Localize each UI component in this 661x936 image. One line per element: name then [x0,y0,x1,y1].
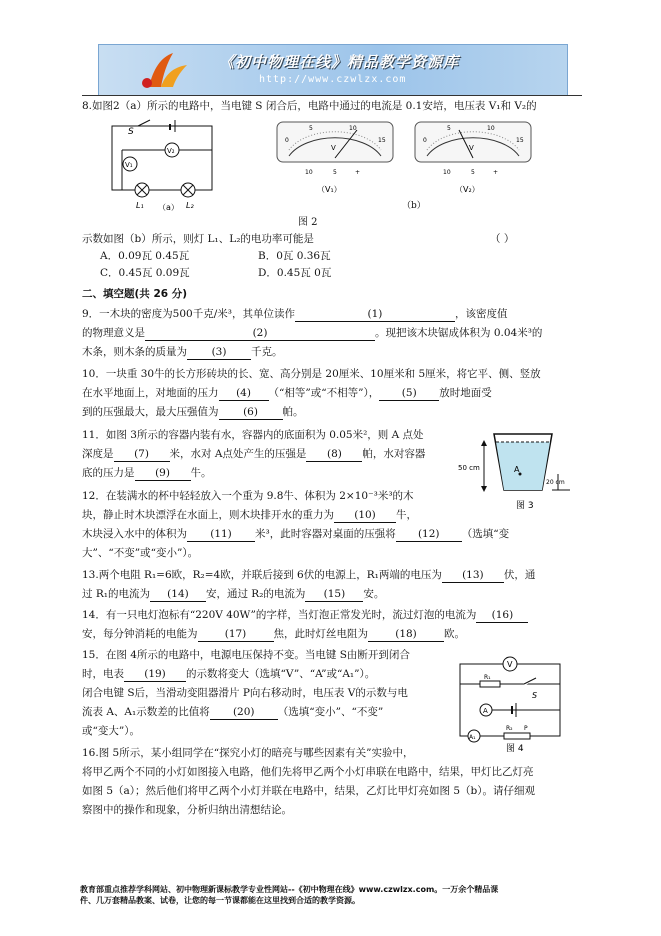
svg-text:10: 10 [487,125,495,132]
svg-text:10: 10 [443,169,451,176]
blank-8: (8) [306,447,362,462]
q8-option-a: A．0.09瓦 0.45瓦 [100,250,190,262]
header-rule [82,95,582,96]
switch-s-label: S [532,691,538,700]
q16-line3: 如图 5（a）；然后他们将甲乙两个小灯并联在电路中，结果，乙灯比甲灯亮如图 5（b）。请仔细观 [82,785,536,797]
q14-line2: 安，每分钟消耗的电能为 (17) 焦，此时灯丝电阻为 (18) 欧。 [82,628,465,640]
meter-v2-label: （V₂） [455,185,480,194]
voltmeter-label: V [507,660,513,669]
q15-line2: 时，电表 (19) 的示数将变大（选填“V”、“A”或“A₁”）。 [82,668,376,680]
svg-text:+: + [493,169,499,176]
blank-17: (17) [198,627,274,642]
site-logo-icon [139,49,199,91]
svg-text:+: + [355,169,361,176]
q12-line4: 大”、“不变”或“变小”）。 [82,547,199,559]
q9-line3: 木条，则木条的质量为 (3) 千克。 [82,346,283,358]
q8-option-d: D．0.45瓦 0瓦 [258,267,332,279]
svg-text:V: V [469,144,474,152]
blank-19: (19) [124,667,186,682]
blank-4: (4) [219,386,269,401]
blank-6: (6) [219,405,283,420]
svg-text:5: 5 [333,169,337,176]
blank-9: (9) [135,466,191,481]
q15-line4: 流表 A、A₁示数差的比值将 (20) （选填“变小”、“不变” [82,706,384,718]
blank-20: (20) [210,705,278,720]
v1-label: V₁ [125,161,133,169]
meter-v1 [275,120,395,198]
q14-line1: 14．有一只电灯泡标有“220V 40W”的字样，当灯泡正常发光时，流过灯泡的电流为 (16) [82,608,528,623]
blank-11: (11) [187,527,255,542]
q8-text-line1: 8.如图2（a）所示的电路中，当电键 S 闭合后，电路中通过的电流是 0.1安培，电压表 V₁和 V₂的 [82,100,537,112]
q12-line3: 木块浸入水中的体积为 (11) 米³，此时容器对桌面的压强将 (12) （选填“变 [82,528,510,540]
meter-v1-label: （V₁） [317,185,342,194]
fig-2a-label: （a） [158,203,179,212]
ammeter-label: A [483,707,488,715]
q12-line2: 块，静止时木块漂浮在水面上，则木块排开水的重力为 (10) 牛， [82,509,417,521]
svg-text:V: V [331,144,336,152]
r2-label: R₂ [506,725,513,732]
q8-text-line2: 示数如图（b）所示，则灯 L₁、L₂的电功率可能是 [82,233,314,245]
l1-label: L₁ [136,201,144,210]
blank-2: (2) [145,326,375,341]
figure-4-circuit [452,654,572,754]
q8-answer-paren: （ ） [490,233,515,245]
q12-line1: 12．在装满水的杯中轻轻放入一个重为 9.8牛、体积为 2×10⁻³米³的木 [82,490,414,502]
q11-line3: 底的压力是 (9) 牛。 [82,467,212,479]
q10-line3: 到的压强最大，最大压强值为 (6) 帕。 [82,406,304,418]
section-2-title: 二、填空题(共 26 分) [82,288,188,300]
q10-line2: 在水平地面上，对地面的压力 (4) （“相等”或“不相等”）， (5) 放时地面受 [82,387,492,399]
svg-text:15: 15 [378,137,386,144]
svg-text:0: 0 [423,137,427,144]
blank-15: (15) [305,587,363,602]
q15-line3: 闭合电键 S后，当滑动变阻器滑片 P向右移动时，电压表 V的示数与电 [82,687,408,699]
q9-line2: 的物理意义是 (2) 。现把该木块锯成体积为 0.04米³的 [82,327,543,339]
blank-16: (16) [476,608,528,623]
switch-label: S [128,127,134,137]
q15-line1: 15．在图 4所示的电路中，电源电压保持不变。当电键 S由断开到闭合 [82,649,410,661]
footer-line1: 教育部重点推荐学科网站、初中物理新课标教学专业性网站--《初中物理在线》www.czwlzx.com。一万余个精品课 [80,885,499,894]
svg-text:5: 5 [471,169,475,176]
footer-line2: 件、几万套精品教案、试卷，让您的每一节课都能在这里找到合适的教学资源。 [80,896,360,905]
banner-url: http://www.czwlzx.com [259,74,407,85]
blank-1: (1) [295,307,455,322]
figure-3-container [454,428,574,512]
figure-2a-circuit [100,118,230,214]
page-footer [80,884,600,906]
q16-line2: 将甲乙两个不同的小灯如图接入电路，他们先将甲乙两个小灯串联在电路中，结果，甲灯比乙灯亮 [82,766,534,778]
q13-line1: 13.两个电阻 R₁=6欧，R₂=4欧，并联后接到 6伏的电源上，R₁两端的电压为 (13) 伏，通 [82,569,536,581]
ammeter-a1-label: A₁ [469,734,476,741]
q11-line2: 深度是 (7) 米，水对 A点处产生的压强是 (8) 帕，水对容器 [82,448,426,460]
svg-text:15: 15 [516,137,524,144]
q15-line5: 或“变大”）。 [82,725,140,737]
blank-13: (13) [442,568,504,583]
svg-text:0: 0 [285,137,289,144]
figure-4-caption: 图 4 [506,744,524,754]
q8-option-b: B．0瓦 0.36瓦 [258,250,331,262]
r1-label: R₁ [484,674,491,681]
svg-text:5: 5 [447,125,451,132]
q16-line4: 察图中的操作和现象，分析归纳出清想结论。 [82,804,292,816]
q16-line1: 16.图 5所示，某小组同学在“探究小灯的暗亮与哪些因素有关”实验中， [82,747,414,759]
blank-12: (12) [396,527,462,542]
svg-text:10: 10 [305,169,313,176]
svg-text:10: 10 [349,125,357,132]
figure-2-caption: 图 2 [298,217,318,228]
svg-text:5: 5 [309,125,313,132]
q11-line1: 11．如图 3所示的容器内装有水，容器内的底面积为 0.05米²，则 A 点处 [82,429,424,441]
q9-line1: 9．一木块的密度为500千克/米³，其单位读作 (1) ，该密度值 [82,308,508,320]
q10-line1: 10．一块重 30牛的长方形砖块的长、宽、高分别是 20厘米、10厘米和 5厘米，将它平、侧、竖放 [82,368,541,380]
v2-label: V₂ [167,147,175,155]
blank-5: (5) [379,386,439,401]
l2-label: L₂ [186,201,194,210]
blank-10: (10) [334,508,396,523]
point-a-label: A [514,465,520,474]
header-banner [98,44,568,96]
slider-p-label: P [524,725,528,732]
height-20-label: 20 cm [546,479,565,486]
blank-14: (14) [150,587,206,602]
fig-2b-label: （b） [402,201,426,211]
q8-option-c: C．0.45瓦 0.09瓦 [100,267,190,279]
banner-title: 《初中物理在线》精品教学资源库 [219,53,460,71]
height-50-label: 50 cm [458,464,480,472]
blank-7: (7) [114,447,170,462]
blank-18: (18) [368,627,444,642]
blank-3: (3) [187,345,251,360]
q13-line2: 过 R₁的电流为 (14) 安，通过 R₂的电流为 (15) 安。 [82,588,385,600]
meter-v2 [413,120,533,198]
figure-3-caption: 图 3 [516,501,534,511]
